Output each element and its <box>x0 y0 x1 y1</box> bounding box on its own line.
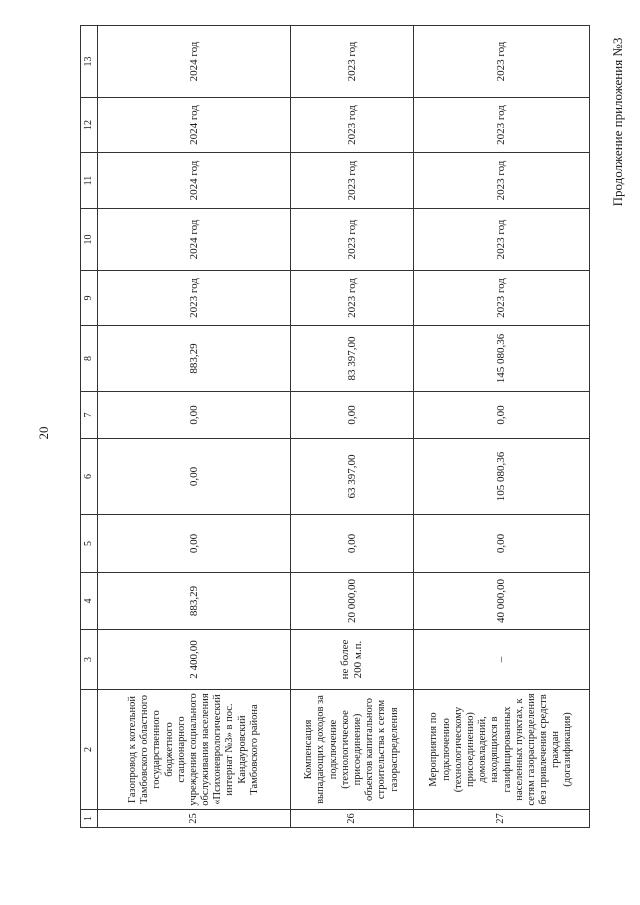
cell-c6: 0,00 <box>98 439 291 515</box>
header-cell: 9 <box>81 271 98 326</box>
cell-c10: 2024 год <box>98 209 291 271</box>
cell-c5: 0,00 <box>98 515 291 573</box>
rotated-table <box>80 26 590 828</box>
cell-c4: 20 000,00 <box>291 573 414 630</box>
row-name: Газопровод к котельной Тамбовского областного государственного бюджетного стационарного учреждения социального обслуживания населения «Психоневрологический интернат №3» в пос. Кандауровский Тамбовского района <box>98 690 291 810</box>
cell-c9: 2023 год <box>414 271 590 326</box>
cell-c6: 105 080,36 <box>414 439 590 515</box>
cell-c12: 2023 год <box>291 98 414 153</box>
table-row <box>291 26 414 828</box>
header-cell: 8 <box>81 326 98 392</box>
cell-c11: 2023 год <box>414 153 590 209</box>
cell-c3: 2 400,00 <box>98 630 291 690</box>
cell-c6: 63 397,00 <box>291 439 414 515</box>
continuation-note: Продолжение приложения №3 <box>610 37 625 207</box>
cell-c3: не более 200 м.п. <box>291 630 414 690</box>
cell-c5: 0,00 <box>291 515 414 573</box>
cell-c7: 0,00 <box>98 392 291 439</box>
cell-c11: 2023 год <box>291 153 414 209</box>
header-cell: 12 <box>81 98 98 153</box>
header-row <box>81 26 98 828</box>
header-cell: 4 <box>81 573 98 630</box>
header-cell: 3 <box>81 630 98 690</box>
row-number: 26 <box>291 810 414 828</box>
header-cell: 1 <box>81 810 98 828</box>
cell-c13: 2023 год <box>291 26 414 98</box>
table-row <box>98 26 291 828</box>
cell-c12: 2023 год <box>414 98 590 153</box>
row-number: 25 <box>98 810 291 828</box>
cell-c8: 83 397,00 <box>291 326 414 392</box>
cell-c9: 2023 год <box>291 271 414 326</box>
cell-c10: 2023 год <box>414 209 590 271</box>
header-cell: 7 <box>81 392 98 439</box>
appendix-table <box>80 25 590 828</box>
page-number: 20 <box>36 426 51 440</box>
cell-c7: 0,00 <box>291 392 414 439</box>
header-cell: 2 <box>81 690 98 810</box>
table-row <box>414 26 590 828</box>
header-cell: 13 <box>81 26 98 98</box>
cell-c11: 2024 год <box>98 153 291 209</box>
header-cell: 6 <box>81 439 98 515</box>
cell-c13: 2023 год <box>414 26 590 98</box>
cell-c9: 2023 год <box>98 271 291 326</box>
cell-c12: 2024 год <box>98 98 291 153</box>
header-cell: 10 <box>81 209 98 271</box>
cell-c4: 40 000,00 <box>414 573 590 630</box>
row-number: 27 <box>414 810 590 828</box>
cell-c3: – <box>414 630 590 690</box>
header-cell: 11 <box>81 153 98 209</box>
cell-c4: 883,29 <box>98 573 291 630</box>
cell-c8: 883,29 <box>98 326 291 392</box>
cell-c13: 2024 год <box>98 26 291 98</box>
cell-c10: 2023 год <box>291 209 414 271</box>
row-name: Компенсация выпадающих доходов за подключение (технологическое присоединение) объектов капитального строительства к сетям газораспределения <box>291 690 414 810</box>
cell-c5: 0,00 <box>414 515 590 573</box>
header-cell: 5 <box>81 515 98 573</box>
rotated-table-container <box>80 26 590 828</box>
row-name: Мероприятия по подключению (технологическому присоединению) домовладений, находящихся в газифицированных населенных пунктах, к сетям газораспределения без привлечения средств граждан (догазификация) <box>414 690 590 810</box>
cell-c7: 0,00 <box>414 392 590 439</box>
cell-c8: 145 080,36 <box>414 326 590 392</box>
